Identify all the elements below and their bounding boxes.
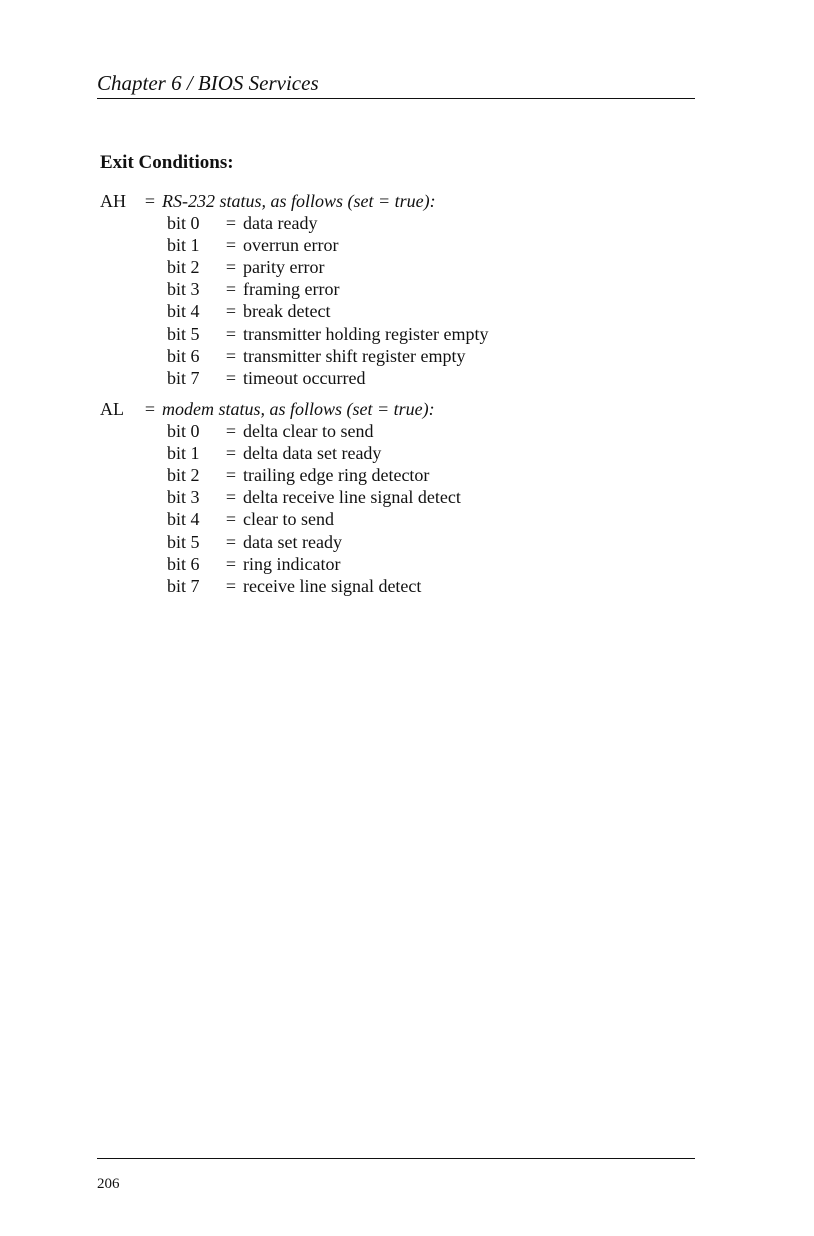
bit-description: trailing edge ring detector xyxy=(243,465,430,486)
bit-description: timeout occurred xyxy=(243,367,366,388)
bit-description: overrun error xyxy=(243,235,339,256)
bit-line xyxy=(167,575,461,597)
bit-line xyxy=(167,234,488,256)
register-line-ah xyxy=(100,190,488,212)
bit-description: delta data set ready xyxy=(243,443,382,464)
equals-sign: = xyxy=(225,345,237,366)
register-block-ah xyxy=(100,190,488,389)
equals-sign: = xyxy=(144,191,156,211)
bit-list-al xyxy=(167,420,461,597)
register-description: modem status, as follows (set = true): xyxy=(162,399,435,419)
bit-label: bit 7 xyxy=(167,367,200,388)
bit-description: ring indicator xyxy=(243,553,341,574)
bit-line xyxy=(167,464,461,486)
bit-line xyxy=(167,486,461,508)
bit-label: bit 5 xyxy=(167,323,200,344)
equals-sign: = xyxy=(225,553,237,574)
bit-label: bit 7 xyxy=(167,575,200,596)
bit-description: transmitter shift register empty xyxy=(243,345,466,366)
equals-sign: = xyxy=(225,487,237,508)
bit-label: bit 1 xyxy=(167,443,200,464)
bit-line xyxy=(167,323,488,345)
equals-sign: = xyxy=(225,531,237,552)
bit-description: delta receive line signal detect xyxy=(243,487,461,508)
bit-description: break detect xyxy=(243,301,331,322)
bit-list-ah xyxy=(167,212,488,389)
bit-description: transmitter holding register empty xyxy=(243,323,489,344)
page-number: 206 xyxy=(97,1176,120,1192)
equals-sign: = xyxy=(225,213,237,234)
register-description: RS-232 status, as follows (set = true): xyxy=(162,191,436,211)
bit-description: data set ready xyxy=(243,531,342,552)
register-block-al xyxy=(100,398,461,597)
register-name: AH xyxy=(100,191,126,211)
equals-sign: = xyxy=(225,367,237,388)
bit-description: delta clear to send xyxy=(243,421,374,442)
bit-description: parity error xyxy=(243,257,325,278)
equals-sign: = xyxy=(225,257,237,278)
register-name: AL xyxy=(100,399,124,419)
bit-line xyxy=(167,300,488,322)
bit-label: bit 4 xyxy=(167,301,200,322)
bit-label: bit 0 xyxy=(167,421,200,442)
bit-label: bit 6 xyxy=(167,345,200,366)
bit-line xyxy=(167,278,488,300)
bit-label: bit 5 xyxy=(167,531,200,552)
bit-label: bit 2 xyxy=(167,465,200,486)
bit-line xyxy=(167,212,488,234)
bit-label: bit 1 xyxy=(167,235,200,256)
bit-label: bit 0 xyxy=(167,213,200,234)
bit-line xyxy=(167,345,488,367)
bit-line xyxy=(167,553,461,575)
bit-description: framing error xyxy=(243,279,340,300)
bit-line xyxy=(167,367,488,389)
bit-description: clear to send xyxy=(243,509,334,530)
bit-description: data ready xyxy=(243,213,318,234)
footer-rule xyxy=(97,1158,695,1159)
equals-sign: = xyxy=(225,235,237,256)
running-head: Chapter 6 / BIOS Services xyxy=(97,71,319,95)
equals-sign: = xyxy=(225,509,237,530)
equals-sign: = xyxy=(225,279,237,300)
section-heading: Exit Conditions: xyxy=(100,152,234,173)
bit-label: bit 3 xyxy=(167,279,200,300)
bit-label: bit 6 xyxy=(167,553,200,574)
bit-label: bit 3 xyxy=(167,487,200,508)
equals-sign: = xyxy=(225,465,237,486)
bit-line xyxy=(167,508,461,530)
equals-sign: = xyxy=(225,575,237,596)
header-rule xyxy=(97,98,695,99)
bit-line xyxy=(167,420,461,442)
bit-line xyxy=(167,531,461,553)
equals-sign: = xyxy=(144,399,156,419)
bit-label: bit 4 xyxy=(167,509,200,530)
equals-sign: = xyxy=(225,323,237,344)
bit-label: bit 2 xyxy=(167,257,200,278)
equals-sign: = xyxy=(225,421,237,442)
equals-sign: = xyxy=(225,301,237,322)
register-line-al xyxy=(100,398,461,420)
equals-sign: = xyxy=(225,443,237,464)
bit-line xyxy=(167,442,461,464)
bit-line xyxy=(167,256,488,278)
bit-description: receive line signal detect xyxy=(243,575,422,596)
